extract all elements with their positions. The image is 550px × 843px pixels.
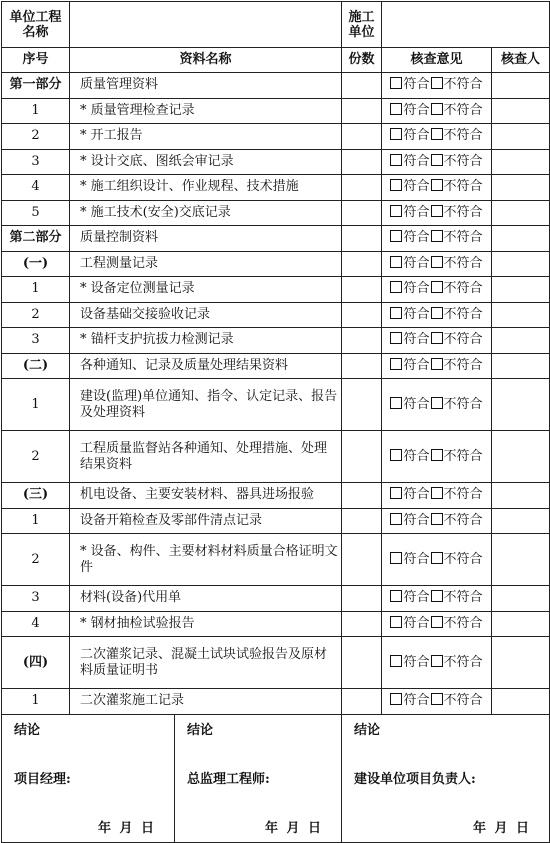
date-label: 年 月 日 <box>264 820 323 836</box>
row-seq: 3 <box>2 586 70 612</box>
row-doc-name: 质量管理资料 <box>70 73 342 99</box>
row-doc-name: * 施工组织设计、作业规程、技术措施 <box>70 175 342 201</box>
checkbox-not-ok[interactable] <box>431 230 443 242</box>
checkbox-not-ok[interactable] <box>431 590 443 602</box>
row-doc-name: * 钢材抽检试验报告 <box>70 611 342 637</box>
label-not-ok: 不符合 <box>443 179 483 195</box>
checkbox-not-ok[interactable] <box>431 655 443 667</box>
label-not-ok: 不符合 <box>443 332 483 348</box>
label-ok: 符合 <box>403 306 430 322</box>
checkbox-ok[interactable] <box>390 256 402 268</box>
checkbox-ok[interactable] <box>390 77 402 89</box>
table-row <box>2 149 550 175</box>
table-row <box>2 302 550 328</box>
row-doc-name: * 施工技术(安全)交底记录 <box>70 200 342 226</box>
row-doc-name: 材料(设备)代用单 <box>70 586 342 612</box>
checkbox-not-ok[interactable] <box>431 307 443 319</box>
checkbox-ok[interactable] <box>390 616 402 628</box>
signer-label: 总监理工程师: <box>187 771 270 787</box>
table-row <box>2 124 550 150</box>
row-seq: 1 <box>2 277 70 303</box>
label-ok: 符合 <box>403 615 430 631</box>
unit-project-label: 单位工程名称 <box>2 2 70 48</box>
label-ok: 符合 <box>403 179 430 195</box>
row-check <box>382 353 492 379</box>
row-doc-name: 建设(监理)单位通知、指令、认定记录、报告及处理资料 <box>70 379 342 431</box>
row-doc-name: * 质量管理检查记录 <box>70 98 342 124</box>
row-check <box>382 200 492 226</box>
row-checker[interactable] <box>492 302 550 328</box>
conclusion-title: 结论 <box>14 722 41 738</box>
table-row <box>2 175 550 201</box>
row-checker[interactable] <box>492 611 550 637</box>
label-ok: 符合 <box>403 654 430 670</box>
label-not-ok: 不符合 <box>443 153 483 169</box>
label-ok: 符合 <box>403 230 430 246</box>
table-row <box>2 353 550 379</box>
label-not-ok: 不符合 <box>443 306 483 322</box>
row-seq: 第一部分 <box>2 73 70 99</box>
col-name: 资料名称 <box>70 48 342 73</box>
checkbox-ok[interactable] <box>390 128 402 140</box>
row-checker[interactable] <box>492 508 550 534</box>
label-not-ok: 不符合 <box>443 102 483 118</box>
row-checker[interactable] <box>492 637 550 689</box>
row-doc-name: 二次灌浆施工记录 <box>70 689 342 715</box>
checkbox-ok[interactable] <box>390 487 402 499</box>
label-not-ok: 不符合 <box>443 128 483 144</box>
checkbox-not-ok[interactable] <box>431 487 443 499</box>
row-copies[interactable] <box>342 534 382 586</box>
signer-label: 项目经理: <box>14 771 71 787</box>
row-check <box>382 124 492 150</box>
row-check <box>382 73 492 99</box>
label-ok: 符合 <box>403 448 430 464</box>
column-header-row <box>2 48 550 73</box>
construction-unit-field[interactable] <box>382 2 550 48</box>
row-doc-name: 工程测量记录 <box>70 251 342 277</box>
checkbox-ok[interactable] <box>390 332 402 344</box>
label-ok: 符合 <box>403 487 430 503</box>
row-seq: 4 <box>2 175 70 201</box>
checkbox-not-ok[interactable] <box>431 281 443 293</box>
row-copies[interactable] <box>342 379 382 431</box>
row-doc-name: * 设备定位测量记录 <box>70 277 342 303</box>
row-checker[interactable] <box>492 277 550 303</box>
table-row <box>2 251 550 277</box>
label-ok: 符合 <box>403 153 430 169</box>
row-checker[interactable] <box>492 483 550 509</box>
date-label: 年 月 日 <box>97 820 156 836</box>
label-ok: 符合 <box>403 396 430 412</box>
row-seq: (三) <box>2 483 70 509</box>
row-seq: 2 <box>2 534 70 586</box>
row-seq: 2 <box>2 302 70 328</box>
checkbox-not-ok[interactable] <box>431 397 443 409</box>
checkbox-not-ok[interactable] <box>431 205 443 217</box>
header-row <box>2 2 550 48</box>
table-row <box>2 508 550 534</box>
label-not-ok: 不符合 <box>443 396 483 412</box>
row-doc-name: * 设计交底、图纸会审记录 <box>70 149 342 175</box>
row-checker[interactable] <box>492 379 550 431</box>
conclusion-title: 结论 <box>187 722 214 738</box>
row-copies[interactable] <box>342 353 382 379</box>
conclusion-title: 结论 <box>354 722 381 738</box>
label-not-ok: 不符合 <box>443 204 483 220</box>
label-not-ok: 不符合 <box>443 615 483 631</box>
row-check <box>382 586 492 612</box>
row-seq: 1 <box>2 689 70 715</box>
col-checker: 核查人 <box>492 48 550 73</box>
table-row <box>2 534 550 586</box>
table-row <box>2 483 550 509</box>
label-not-ok: 不符合 <box>443 448 483 464</box>
checkbox-not-ok[interactable] <box>431 693 443 705</box>
row-check <box>382 149 492 175</box>
row-seq: (一) <box>2 251 70 277</box>
row-copies[interactable] <box>342 328 382 354</box>
row-copies[interactable] <box>342 251 382 277</box>
row-checker[interactable] <box>492 124 550 150</box>
row-check <box>382 98 492 124</box>
row-seq: 第二部分 <box>2 226 70 252</box>
row-doc-name: 机电设备、主要安装材料、器具进场报验 <box>70 483 342 509</box>
row-doc-name: 工程质量监督站各种通知、处理措施、处理结果资料 <box>70 431 342 483</box>
row-checker[interactable] <box>492 251 550 277</box>
label-not-ok: 不符合 <box>443 551 483 567</box>
row-copies[interactable] <box>342 689 382 715</box>
row-checker[interactable] <box>492 98 550 124</box>
table-body <box>2 73 550 715</box>
checkbox-not-ok[interactable] <box>431 449 443 461</box>
inspection-form <box>1 1 549 836</box>
row-doc-name: 质量控制资料 <box>70 226 342 252</box>
table-row <box>2 689 550 715</box>
row-check <box>382 226 492 252</box>
label-ok: 符合 <box>403 255 430 271</box>
label-not-ok: 不符合 <box>443 357 483 373</box>
checkbox-ok[interactable] <box>390 179 402 191</box>
checkbox-ok[interactable] <box>390 513 402 525</box>
checkbox-not-ok[interactable] <box>431 154 443 166</box>
row-seq: 3 <box>2 328 70 354</box>
label-not-ok: 不符合 <box>443 654 483 670</box>
conclusion-project-manager <box>2 715 175 842</box>
label-not-ok: 不符合 <box>443 230 483 246</box>
row-copies[interactable] <box>342 508 382 534</box>
row-seq: 3 <box>2 149 70 175</box>
row-checker[interactable] <box>492 149 550 175</box>
row-seq: (二) <box>2 353 70 379</box>
row-seq: 2 <box>2 431 70 483</box>
label-ok: 符合 <box>403 102 430 118</box>
checkbox-ok[interactable] <box>390 307 402 319</box>
row-copies[interactable] <box>342 277 382 303</box>
row-doc-name: * 开工报告 <box>70 124 342 150</box>
checkbox-not-ok[interactable] <box>431 77 443 89</box>
label-not-ok: 不符合 <box>443 590 483 606</box>
col-opinion: 核查意见 <box>382 48 492 73</box>
label-ok: 符合 <box>403 693 430 709</box>
row-check <box>382 379 492 431</box>
label-ok: 符合 <box>403 281 430 297</box>
signer-label: 建设单位项目负责人: <box>354 771 476 787</box>
checkbox-not-ok[interactable] <box>431 256 443 268</box>
row-seq: (四) <box>2 637 70 689</box>
table-row <box>2 379 550 431</box>
checkbox-ok[interactable] <box>390 205 402 217</box>
checkbox-ok[interactable] <box>390 655 402 667</box>
row-checker[interactable] <box>492 73 550 99</box>
conclusion-cell <box>2 714 342 842</box>
table-row <box>2 200 550 226</box>
checkbox-ok[interactable] <box>390 449 402 461</box>
row-doc-name: 设备基础交接验收记录 <box>70 302 342 328</box>
label-ok: 符合 <box>403 512 430 528</box>
row-doc-name: 设备开箱检查及零部件清点记录 <box>70 508 342 534</box>
label-ok: 符合 <box>403 551 430 567</box>
row-checker[interactable] <box>492 226 550 252</box>
table-row <box>2 277 550 303</box>
row-copies[interactable] <box>342 226 382 252</box>
row-check <box>382 508 492 534</box>
row-check <box>382 175 492 201</box>
row-doc-name: * 设备、构件、主要材料材料质量合格证明文件 <box>70 534 342 586</box>
checkbox-not-ok[interactable] <box>431 358 443 370</box>
row-checker[interactable] <box>492 175 550 201</box>
conclusion-row <box>2 714 550 842</box>
col-seq: 序号 <box>2 48 70 73</box>
label-not-ok: 不符合 <box>443 281 483 297</box>
label-ok: 符合 <box>403 590 430 606</box>
checkbox-ok[interactable] <box>390 281 402 293</box>
row-check <box>382 302 492 328</box>
unit-project-field[interactable] <box>70 2 342 48</box>
row-copies[interactable] <box>342 586 382 612</box>
row-checker[interactable] <box>492 200 550 226</box>
label-ok: 符合 <box>403 332 430 348</box>
label-ok: 符合 <box>403 204 430 220</box>
row-seq: 1 <box>2 379 70 431</box>
label-ok: 符合 <box>403 357 430 373</box>
table-row <box>2 328 550 354</box>
row-checker[interactable] <box>492 431 550 483</box>
row-check <box>382 637 492 689</box>
checkbox-ok[interactable] <box>390 590 402 602</box>
label-not-ok: 不符合 <box>443 255 483 271</box>
row-check <box>382 611 492 637</box>
row-seq: 4 <box>2 611 70 637</box>
row-copies[interactable] <box>342 73 382 99</box>
row-seq: 1 <box>2 98 70 124</box>
checkbox-not-ok[interactable] <box>431 616 443 628</box>
row-check <box>382 251 492 277</box>
row-copies[interactable] <box>342 175 382 201</box>
row-checker[interactable] <box>492 586 550 612</box>
row-checker[interactable] <box>492 534 550 586</box>
row-check <box>382 483 492 509</box>
label-not-ok: 不符合 <box>443 487 483 503</box>
checkbox-ok[interactable] <box>390 693 402 705</box>
label-ok: 符合 <box>403 77 430 93</box>
row-checker[interactable] <box>492 353 550 379</box>
row-check <box>382 277 492 303</box>
checkbox-not-ok[interactable] <box>431 103 443 115</box>
checkbox-not-ok[interactable] <box>431 332 443 344</box>
table-row <box>2 73 550 99</box>
row-check <box>382 328 492 354</box>
table-row <box>2 637 550 689</box>
table-row <box>2 226 550 252</box>
checkbox-ok[interactable] <box>390 154 402 166</box>
row-copies[interactable] <box>342 302 382 328</box>
checkbox-ok[interactable] <box>390 552 402 564</box>
checkbox-ok[interactable] <box>390 358 402 370</box>
col-copies: 份数 <box>342 48 382 73</box>
label-not-ok: 不符合 <box>443 693 483 709</box>
checkbox-not-ok[interactable] <box>431 179 443 191</box>
row-check <box>382 689 492 715</box>
checkbox-ok[interactable] <box>390 103 402 115</box>
row-checker[interactable] <box>492 689 550 715</box>
row-copies[interactable] <box>342 124 382 150</box>
checkbox-ok[interactable] <box>390 230 402 242</box>
row-copies[interactable] <box>342 431 382 483</box>
checkbox-ok[interactable] <box>390 397 402 409</box>
row-copies[interactable] <box>342 637 382 689</box>
row-checker[interactable] <box>492 328 550 354</box>
row-doc-name: * 锚杆支护抗拔力检测记录 <box>70 328 342 354</box>
row-doc-name: 各种通知、记录及质量处理结果资料 <box>70 353 342 379</box>
conclusion-owner <box>342 714 550 842</box>
row-copies[interactable] <box>342 200 382 226</box>
table-row <box>2 586 550 612</box>
inspection-table <box>1 1 550 843</box>
row-doc-name: 二次灌浆记录、混凝土试块试验报告及原材料质量证明书 <box>70 637 342 689</box>
table-row <box>2 431 550 483</box>
table-row <box>2 98 550 124</box>
construction-unit-label: 施工单位 <box>342 2 382 48</box>
row-copies[interactable] <box>342 483 382 509</box>
checkbox-not-ok[interactable] <box>431 128 443 140</box>
row-copies[interactable] <box>342 98 382 124</box>
conclusion-chief-supervisor <box>175 715 341 842</box>
row-check <box>382 431 492 483</box>
checkbox-not-ok[interactable] <box>431 513 443 525</box>
row-copies[interactable] <box>342 611 382 637</box>
table-row <box>2 611 550 637</box>
label-not-ok: 不符合 <box>443 77 483 93</box>
label-ok: 符合 <box>403 128 430 144</box>
row-copies[interactable] <box>342 149 382 175</box>
date-label: 年 月 日 <box>472 820 531 836</box>
row-seq: 2 <box>2 124 70 150</box>
label-not-ok: 不符合 <box>443 512 483 528</box>
checkbox-not-ok[interactable] <box>431 552 443 564</box>
row-seq: 5 <box>2 200 70 226</box>
row-check <box>382 534 492 586</box>
row-seq: 1 <box>2 508 70 534</box>
